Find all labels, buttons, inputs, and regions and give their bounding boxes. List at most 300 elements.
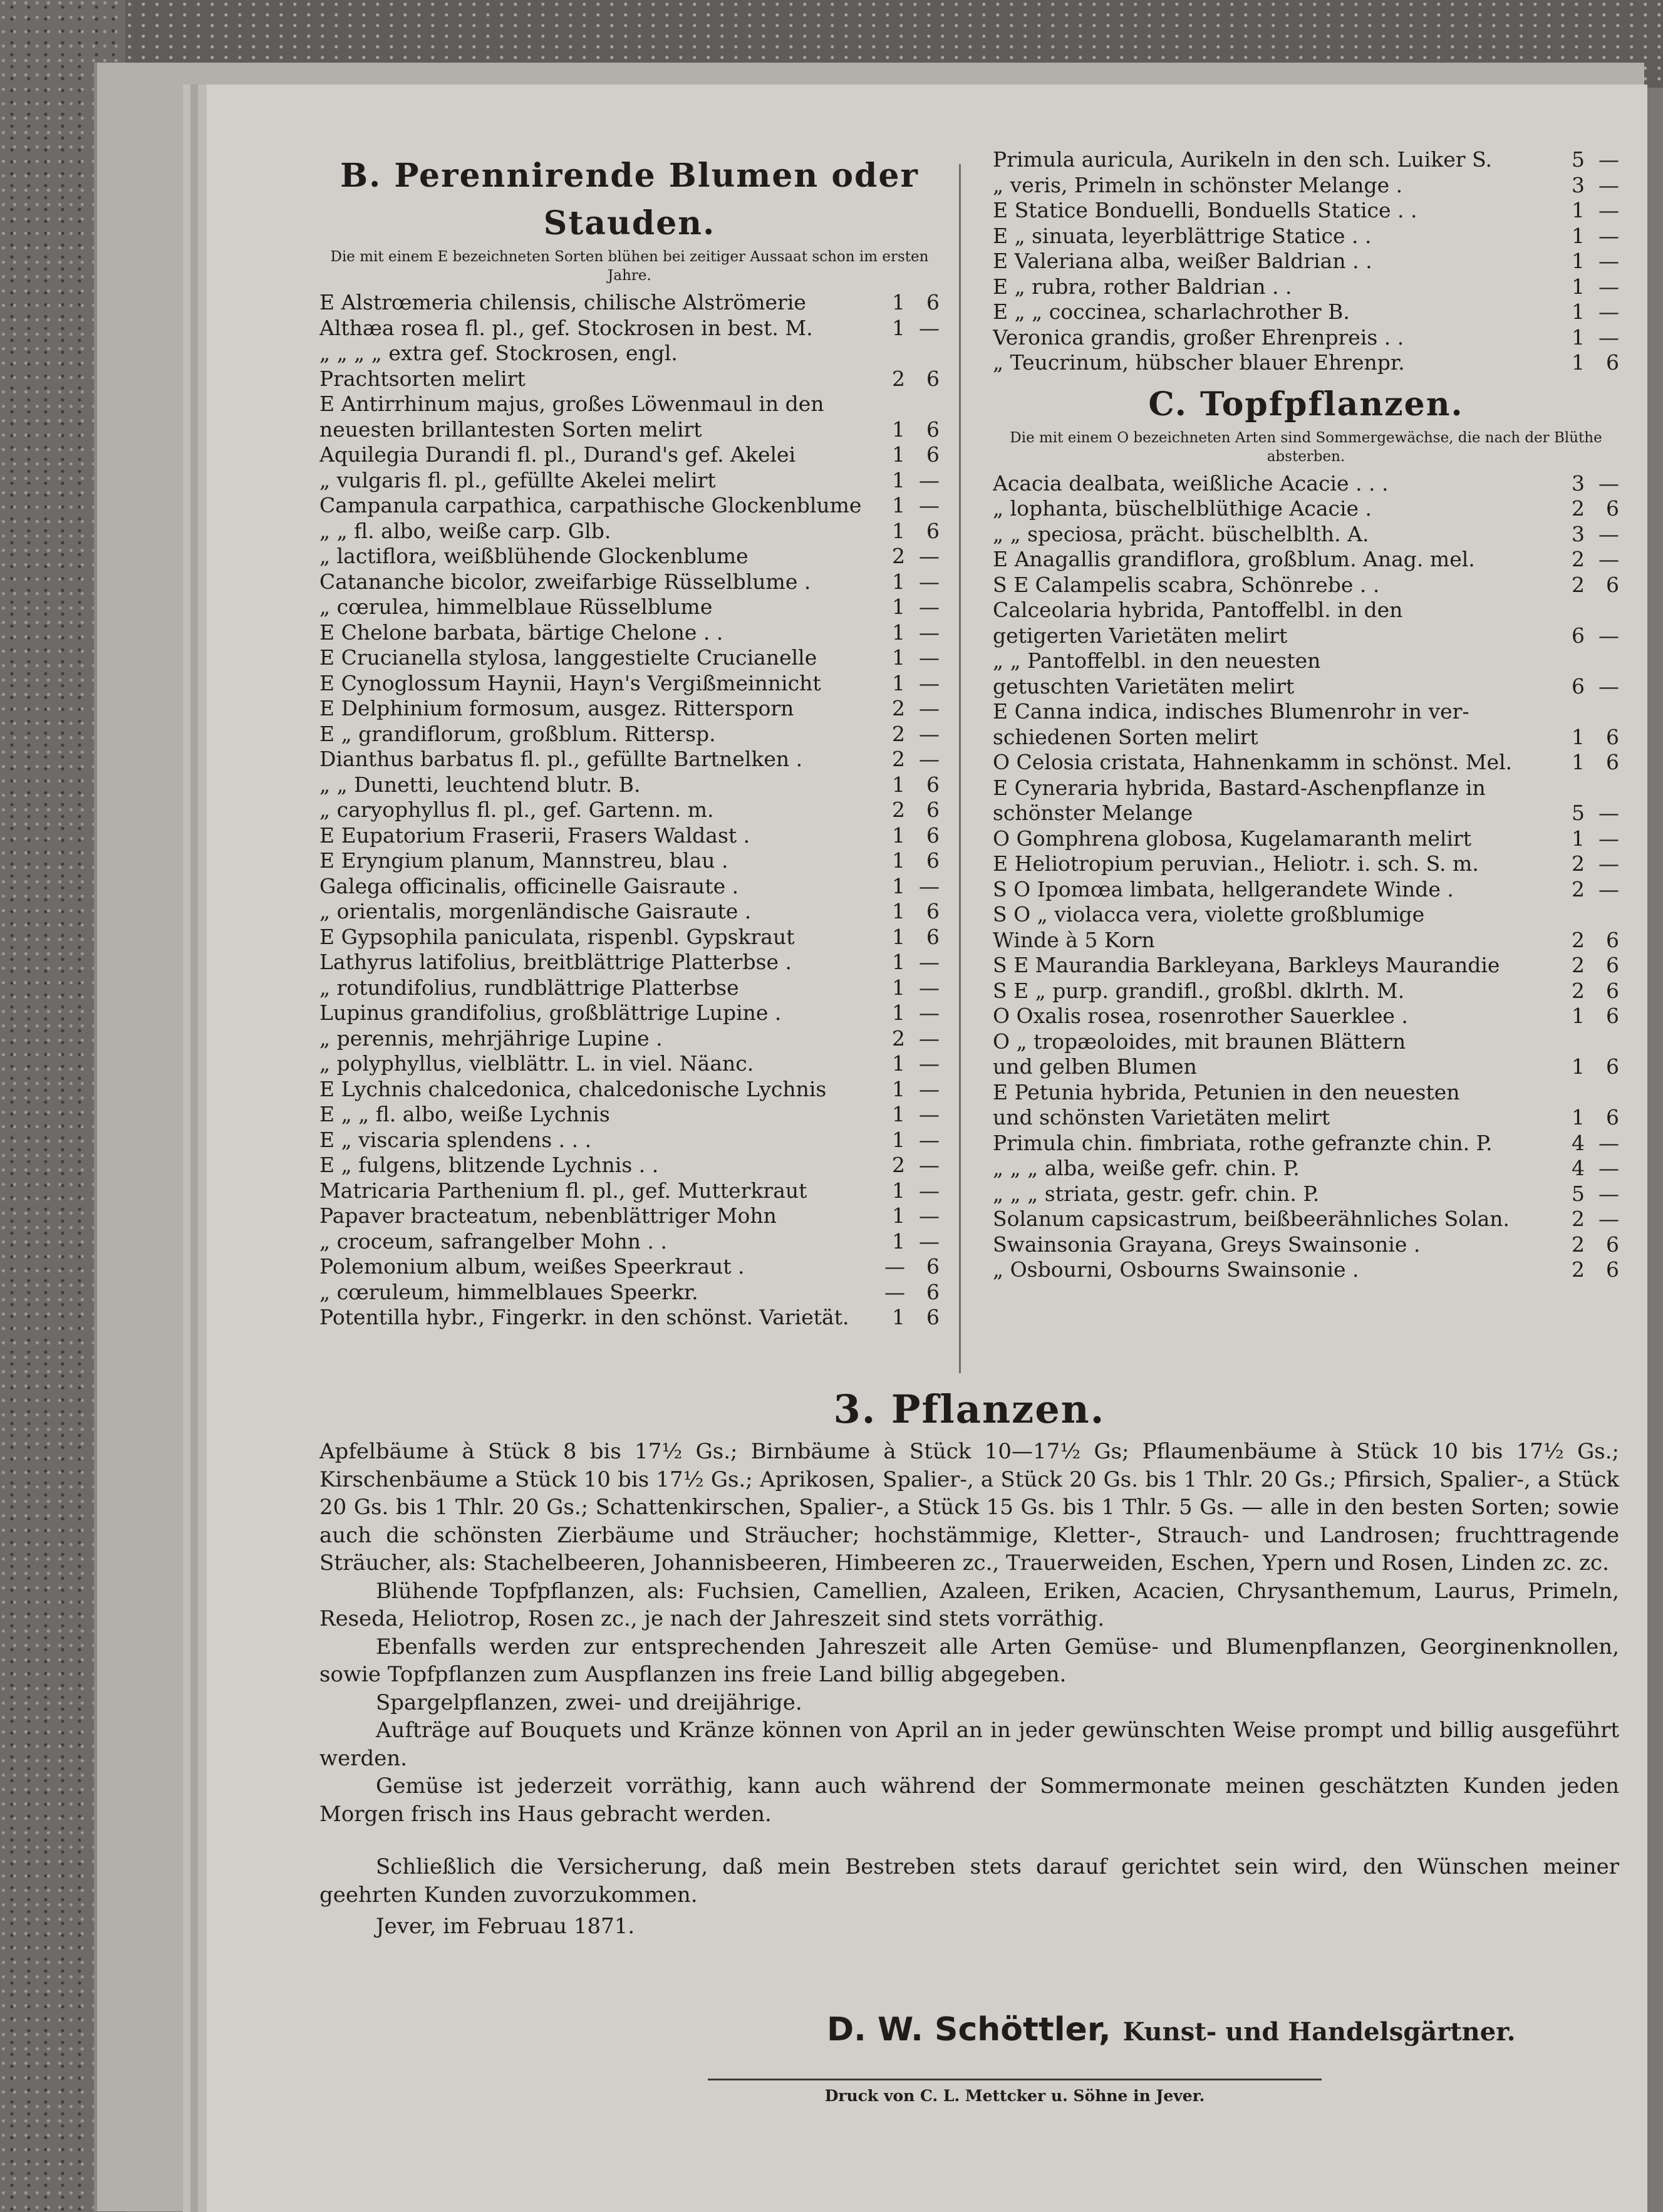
price-pfennig: —	[919, 315, 940, 340]
price-list-row	[993, 750, 1619, 776]
price-groschen: 1	[892, 873, 905, 898]
plant-name: O „ tropæoloides, mit braunen Blättern	[993, 1029, 1406, 1054]
price-list-row	[993, 325, 1619, 351]
price-groschen: 1	[892, 823, 905, 848]
price-pfennig: 6	[926, 1279, 940, 1304]
price-pfennig: 6	[1606, 1257, 1619, 1282]
plant-name: und gelben Blumen	[993, 1054, 1197, 1079]
price-pfennig: 6	[1606, 978, 1619, 1003]
plant-name: S O Ipomœa limbata, hellgerandete Winde .	[993, 876, 1454, 901]
price-groschen: 1	[892, 1178, 905, 1203]
price-pfennig: —	[919, 721, 940, 746]
price-list-row	[993, 547, 1619, 573]
paragraph-bouquets: Aufträge auf Bouquets und Kränze können von April an in jeder gewünschten Weise prompt und billig ausgeführt werden.	[319, 1718, 1619, 1771]
price-list-row	[993, 471, 1619, 497]
price-pfennig: 6	[926, 772, 940, 797]
price-groschen: 1	[892, 1000, 905, 1025]
price-list-row	[993, 902, 1619, 928]
plant-name: Campanula carpathica, carpathische Glockenblume	[319, 493, 862, 517]
price-pfennig: —	[1598, 876, 1619, 901]
paragraph-closing: Schließlich die Versicherung, daß mein Bestreben stets darauf gerichtet sein wird, den Wünschen meiner geehrten Kunden zuvorzukommen.	[319, 1854, 1619, 1908]
plant-name: Lupinus grandifolius, großblättrige Lupine .	[319, 1000, 782, 1025]
section-3	[319, 1381, 1619, 1941]
plant-name: „ cœrulea, himmelblaue Rüsselblume	[319, 595, 713, 619]
plant-name: E Statice Bonduelli, Bonduells Statice . .	[993, 198, 1417, 222]
price-pfennig: 6	[926, 518, 940, 543]
price-list-row	[993, 249, 1619, 274]
plant-name: „ „ Dunetti, leuchtend blutr. B.	[319, 772, 641, 797]
price-pfennig: 6	[1606, 724, 1619, 749]
price-pfennig: —	[919, 467, 940, 492]
price-pfennig: —	[919, 1000, 940, 1025]
plant-name: neuesten brillantesten Sorten melirt	[319, 417, 702, 442]
price-pfennig: —	[919, 645, 940, 670]
price-list-row	[319, 493, 940, 519]
plant-name: „ lophanta, büschelblüthige Acacie .	[993, 496, 1372, 521]
price-pfennig: —	[1598, 325, 1619, 350]
section-c-note: Die mit einem O bezeichneten Arten sind Sommergewächse, die nach der Blüthe absterben.	[1010, 429, 1602, 465]
signature	[827, 2011, 1516, 2048]
imprint-rule	[708, 2079, 1322, 2080]
price-groschen: 1	[892, 1076, 905, 1101]
plant-name: „ „ speciosa, prächt. büschelblth. A.	[993, 521, 1369, 546]
price-pfennig: 6	[1606, 1232, 1619, 1257]
plant-name: E Alstrœmeria chilensis, chilische Alströmerie	[319, 290, 806, 314]
price-list-row	[993, 1207, 1619, 1232]
price-groschen: 2	[1572, 496, 1585, 521]
price-groschen: 2	[1572, 572, 1585, 597]
price-groschen: 2	[892, 747, 905, 771]
column-divider	[959, 164, 961, 1373]
price-groschen: 1	[1572, 826, 1585, 851]
plant-name: E Eupatorium Fraserii, Frasers Waldast .	[319, 823, 750, 848]
plant-name: E „ grandiflorum, großblum. Rittersp.	[319, 721, 716, 746]
price-groschen: 5	[1572, 801, 1585, 825]
section-3-title: 3. Pflanzen.	[833, 1386, 1106, 1432]
price-list-row	[319, 645, 940, 671]
plant-name: „ caryophyllus fl. pl., gef. Gartenn. m.	[319, 797, 714, 822]
plant-name: E „ sinuata, leyerblättrige Statice . .	[993, 223, 1372, 248]
price-list-row	[319, 1000, 940, 1026]
price-groschen: 1	[892, 950, 905, 974]
price-list-row	[993, 776, 1619, 801]
price-list-row	[319, 519, 940, 544]
price-groschen: 1	[1572, 350, 1585, 375]
price-pfennig: —	[919, 493, 940, 517]
price-groschen: 2	[892, 696, 905, 720]
price-groschen: 2	[1572, 1232, 1585, 1257]
plant-name: E Cynoglossum Haynii, Hayn's Vergißmeinnicht	[319, 670, 821, 695]
plant-name: E Delphinium formosum, ausgez. Rittersporn	[319, 696, 794, 720]
paragraph-pot-plants: Blühende Topfpflanzen, als: Fuchsien, Camellien, Azaleen, Eriken, Acacien, Chrysanthemum, Laurus, Primeln, Reseda, Heliotrop, Rosen zc., je nach der Jahreszeit sind stets vorräthig.	[319, 1578, 1619, 1631]
paragraph-vegetables: Gemüse ist jederzeit vorräthig, kann auch während der Sommermonate meinen geschätzten Kunden jeden Morgen frisch ins Haus gebracht werden.	[319, 1773, 1619, 1827]
plant-name: „ „ Pantoffelbl. in den neuesten	[993, 648, 1321, 673]
price-pfennig: —	[1598, 299, 1619, 324]
price-list-row	[319, 1305, 940, 1331]
plant-name: S E Calampelis scabra, Schönrebe . .	[993, 572, 1380, 597]
price-list-row	[993, 674, 1619, 700]
price-pfennig: —	[1598, 1130, 1619, 1155]
price-groschen: 1	[892, 1051, 905, 1076]
plant-name: getuschten Varietäten melirt	[993, 673, 1295, 698]
price-list-row	[319, 722, 940, 747]
price-pfennig: 6	[1606, 927, 1619, 952]
plant-name: Catananche bicolor, zweifarbige Rüsselblume .	[319, 569, 811, 594]
price-list-row	[319, 1178, 940, 1204]
price-groschen: 1	[1572, 249, 1585, 273]
price-pfennig: —	[1598, 198, 1619, 222]
price-pfennig: 6	[1606, 350, 1619, 375]
price-groschen: 5	[1572, 1181, 1585, 1206]
price-pfennig: —	[919, 1076, 940, 1101]
price-pfennig: —	[1598, 521, 1619, 546]
price-pfennig: —	[1598, 826, 1619, 851]
plant-name: Primula auricula, Aurikeln in den sch. Luiker S.	[993, 147, 1493, 172]
price-list-row	[993, 1156, 1619, 1181]
price-list-row	[319, 848, 940, 874]
signature-name: D. W. Schöttler,	[827, 2011, 1111, 2048]
price-list-row	[993, 299, 1619, 325]
price-pfennig: 6	[926, 1254, 940, 1279]
price-groschen: 1	[1572, 198, 1585, 222]
price-groschen: 2	[1572, 851, 1585, 876]
price-groschen: 2	[1572, 547, 1585, 571]
price-pfennig: —	[1598, 623, 1619, 648]
price-pfennig: —	[919, 975, 940, 1000]
plant-name: E Gypsophila paniculata, rispenbl. Gypskraut	[319, 924, 795, 949]
price-list-row	[993, 522, 1619, 548]
plant-name: E Anagallis grandiflora, großblum. Anag. mel.	[993, 547, 1475, 571]
plant-name: E Antirrhinum majus, großes Löwenmaul in den	[319, 392, 824, 416]
price-groschen: 1	[1572, 223, 1585, 248]
price-list-row	[319, 671, 940, 697]
price-groschen: 1	[892, 670, 905, 695]
price-list-row	[993, 1232, 1619, 1258]
plant-name: Swainsonia Grayana, Greys Swainsonie .	[993, 1232, 1421, 1257]
price-list-row	[993, 826, 1619, 852]
plant-name: Potentilla hybr., Fingerkr. in den schönst. Varietät.	[319, 1305, 849, 1329]
price-list-row	[319, 1077, 940, 1103]
price-groschen: 1	[892, 899, 905, 923]
price-list-row	[319, 899, 940, 925]
plant-name: S E „ purp. grandifl., großbl. dklrth. M.	[993, 978, 1405, 1003]
price-pfennig: —	[1598, 851, 1619, 876]
price-pfennig: —	[919, 1203, 940, 1228]
price-pfennig: 6	[926, 899, 940, 923]
price-pfennig: 6	[926, 848, 940, 873]
price-pfennig: —	[919, 696, 940, 720]
price-pfennig: —	[1598, 249, 1619, 273]
price-pfennig: —	[919, 873, 940, 898]
price-groschen: 2	[892, 544, 905, 568]
price-list-row	[993, 274, 1619, 300]
price-groschen: 1	[892, 417, 905, 442]
price-groschen: 1	[1572, 750, 1585, 774]
price-groschen: 1	[892, 290, 905, 314]
price-list-row	[319, 1128, 940, 1153]
price-pfennig: 6	[926, 442, 940, 467]
price-list-row	[993, 1181, 1619, 1207]
price-list-row	[319, 696, 940, 722]
price-list-row	[319, 442, 940, 468]
price-list-row	[319, 341, 940, 366]
price-list-row	[993, 979, 1619, 1004]
plant-name: Prachtsorten melirt	[319, 366, 526, 391]
price-list-row	[319, 392, 940, 417]
price-pfennig: —	[919, 1127, 940, 1152]
plant-name: „ Osbourni, Osbourns Swainsonie .	[993, 1257, 1359, 1282]
price-groschen: 1	[892, 1305, 905, 1329]
price-list-row	[993, 648, 1619, 674]
price-groschen: 1	[892, 1228, 905, 1254]
price-list-row	[319, 316, 940, 341]
price-list-row	[993, 1054, 1619, 1080]
price-list-row	[319, 797, 940, 823]
plant-name: „ Teucrinum, hübscher blauer Ehrenpr.	[993, 350, 1405, 375]
price-list-row	[993, 877, 1619, 903]
plant-name: „ polyphyllus, vielblättr. L. in viel. Näanc.	[319, 1051, 754, 1076]
price-list-row	[993, 623, 1619, 649]
plant-name: Solanum capsicastrum, beißbeerähnliches Solan.	[993, 1207, 1510, 1231]
price-groschen: —	[884, 1279, 905, 1304]
price-groschen: 2	[1572, 927, 1585, 952]
plant-name: „ perennis, mehrjährige Lupine .	[319, 1026, 663, 1051]
price-pfennig: 6	[926, 417, 940, 442]
plant-name: „ vulgaris fl. pl., gefüllte Akelei melirt	[319, 467, 716, 492]
plant-name: E Petunia hybrida, Petunien in den neuesten	[993, 1079, 1460, 1104]
price-pfennig: —	[1598, 1156, 1619, 1180]
price-pfennig: —	[919, 1178, 940, 1203]
price-list-row	[993, 928, 1619, 953]
price-list-row	[319, 417, 940, 443]
price-groschen: 1	[1572, 1105, 1585, 1129]
price-pfennig: —	[919, 1051, 940, 1076]
price-list-row	[319, 1203, 940, 1229]
price-pfennig: —	[919, 569, 940, 594]
price-groschen: 3	[1572, 470, 1585, 496]
price-list-row	[319, 290, 940, 316]
price-pfennig: 6	[926, 823, 940, 848]
price-list-row	[319, 468, 940, 494]
price-pfennig: 6	[1606, 1004, 1619, 1028]
plant-name: „ veris, Primeln in schönster Melange .	[993, 172, 1403, 197]
plant-name: E „ fulgens, blitzende Lychnis . .	[319, 1153, 659, 1177]
price-groschen: 1	[892, 1127, 905, 1152]
price-list-row	[993, 1257, 1619, 1283]
price-pfennig: —	[919, 1102, 940, 1126]
section-c-list	[993, 471, 1619, 1283]
price-groschen: 1	[892, 493, 905, 517]
plant-name: Althæa rosea fl. pl., gef. Stockrosen in best. M.	[319, 315, 813, 340]
price-pfennig: 6	[1606, 496, 1619, 521]
price-groschen: 2	[1572, 1207, 1585, 1231]
price-groschen: 1	[892, 975, 905, 1000]
price-pfennig: 6	[1606, 1105, 1619, 1129]
plant-name: E „ „ fl. albo, weiße Lychnis	[319, 1102, 610, 1126]
price-list-row	[319, 747, 940, 772]
price-pfennig: —	[1598, 673, 1619, 698]
plant-name: S O „ violacca vera, violette großblumige	[993, 902, 1425, 927]
plant-name: „ „ „ striata, gestr. gefr. chin. P.	[993, 1181, 1320, 1206]
price-list-row	[993, 801, 1619, 826]
price-groschen: 2	[892, 1153, 905, 1177]
price-pfennig: 6	[1606, 750, 1619, 774]
price-list-row	[993, 1029, 1619, 1055]
plant-name: schiedenen Sorten melirt	[993, 724, 1258, 749]
price-list-row	[319, 595, 940, 620]
plant-name: O Oxalis rosea, rosenrother Sauerklee .	[993, 1004, 1408, 1028]
price-pfennig: 6	[926, 797, 940, 822]
plant-name: Matricaria Parthenium fl. pl., gef. Mutterkraut	[319, 1178, 807, 1203]
plant-name: Winde à 5 Korn	[993, 927, 1155, 952]
price-list-row	[993, 1004, 1619, 1029]
price-groschen: 1	[892, 620, 905, 645]
price-groschen: 1	[892, 442, 905, 467]
plant-name: S E Maurandia Barkleyana, Barkleys Maurandie	[993, 953, 1500, 977]
price-groschen: 4	[1572, 1156, 1585, 1180]
plant-name: E „ rubra, rother Baldrian . .	[993, 274, 1292, 299]
price-list-row	[319, 874, 940, 900]
price-pfennig: —	[919, 620, 940, 645]
plant-name: Aquilegia Durandi fl. pl., Durand's gef. Akelei	[319, 442, 796, 467]
price-groschen: 6	[1572, 623, 1585, 648]
plant-name: und schönsten Varietäten melirt	[993, 1105, 1330, 1129]
price-groschen: 1	[892, 645, 905, 670]
plant-name: „ lactiflora, weißblühende Glockenblume	[319, 544, 749, 568]
price-groschen: 1	[1572, 325, 1585, 350]
price-list-row	[993, 953, 1619, 979]
price-groschen: 1	[892, 1102, 905, 1126]
price-groschen: 1	[892, 518, 905, 543]
plant-name: „ rotundifolius, rundblättrige Platterbse	[319, 975, 739, 1000]
price-pfennig: —	[1598, 1181, 1619, 1206]
price-pfennig: —	[1598, 1207, 1619, 1231]
price-list-row	[319, 620, 940, 646]
plant-name: Dianthus barbatus fl. pl., gefüllte Bartnelken .	[319, 747, 803, 771]
price-list-row	[319, 925, 940, 950]
plant-name: E „ „ coccinea, scharlachrother B.	[993, 299, 1350, 324]
right-column	[993, 147, 1619, 1283]
price-groschen: —	[884, 1254, 905, 1279]
price-groschen: 1	[1572, 299, 1585, 324]
plant-name: „ croceum, safrangelber Mohn . .	[319, 1228, 668, 1254]
price-groschen: 6	[1572, 673, 1585, 698]
price-list-row	[993, 725, 1619, 750]
price-list-row	[319, 569, 940, 595]
price-groschen: 1	[892, 595, 905, 619]
price-list-row	[993, 1105, 1619, 1131]
price-list-row	[319, 1229, 940, 1255]
price-groschen: 1	[892, 315, 905, 340]
price-list-row	[319, 366, 940, 392]
price-list-row	[993, 350, 1619, 376]
plant-name: E Valeriana alba, weißer Baldrian . .	[993, 249, 1372, 273]
price-groschen: 2	[892, 1026, 905, 1051]
signature-trade: Kunst- und Handelsgärtner.	[1122, 2017, 1516, 2047]
plant-name: „ „ „ „ extra gef. Stockrosen, engl.	[319, 341, 678, 365]
price-list-row	[993, 1080, 1619, 1106]
place-date: Jever, im Februau 1871.	[376, 1914, 635, 1939]
price-list-row	[993, 147, 1619, 173]
price-list-row	[319, 823, 940, 849]
plant-name: „ orientalis, morgenländische Gaisraute .	[319, 899, 752, 923]
price-pfennig: 6	[926, 366, 940, 391]
price-pfennig: —	[1598, 274, 1619, 299]
price-list-row	[319, 950, 940, 975]
price-pfennig: —	[919, 950, 940, 974]
price-pfennig: —	[1598, 547, 1619, 571]
price-groschen: 1	[1572, 1054, 1585, 1079]
plant-name: Galega officinalis, officinelle Gaisraute .	[319, 873, 739, 898]
price-groschen: 2	[892, 721, 905, 746]
section-b-continued-list	[993, 147, 1619, 376]
plant-name: E Cyneraria hybrida, Bastard-Aschenpflanze in	[993, 775, 1486, 800]
price-pfennig: 6	[926, 1305, 940, 1329]
left-column	[319, 147, 940, 1331]
price-groschen: 1	[1572, 724, 1585, 749]
plant-name: E Chelone barbata, bärtige Chelone . .	[319, 620, 723, 645]
price-list-row	[993, 496, 1619, 522]
plant-name: Calceolaria hybrida, Pantoffelbl. in den	[993, 598, 1403, 622]
price-groschen: 2	[1572, 876, 1585, 901]
price-groschen: 2	[892, 797, 905, 822]
price-groschen: 2	[1572, 1257, 1585, 1282]
price-list-row	[319, 1254, 940, 1280]
price-list-row	[993, 598, 1619, 623]
price-list-row	[319, 1153, 940, 1178]
plant-name: „ „ „ alba, weiße gefr. chin. P.	[993, 1156, 1300, 1180]
price-pfennig: —	[919, 747, 940, 771]
plant-name: schönster Melange	[993, 801, 1193, 825]
price-pfennig: —	[919, 670, 940, 695]
plant-name: O Celosia cristata, Hahnenkamm in schönst. Mel.	[993, 750, 1513, 774]
price-pfennig: 6	[1606, 572, 1619, 597]
price-list-row	[319, 772, 940, 798]
plant-name: Primula chin. fimbriata, rothe gefranzte chin. P.	[993, 1130, 1493, 1155]
price-groschen: 1	[1572, 274, 1585, 299]
price-list-row	[993, 224, 1619, 249]
plant-name: E Crucianella stylosa, langgestielte Crucianelle	[319, 645, 817, 670]
plant-name: „ cœruleum, himmelblaues Speerkr.	[319, 1279, 698, 1304]
price-pfennig: —	[1598, 172, 1619, 197]
price-pfennig: —	[919, 595, 940, 619]
section-b-list	[319, 290, 940, 1331]
printer-imprint: Druck von C. L. Mettcker u. Söhne in Jever.	[824, 2087, 1205, 2105]
price-groschen: 2	[1572, 953, 1585, 977]
price-pfennig: —	[919, 1026, 940, 1051]
price-list-row	[319, 1026, 940, 1052]
plant-name: E Heliotropium peruvian., Heliotr. i. sch. S. m.	[993, 851, 1479, 876]
price-pfennig: —	[919, 1153, 940, 1177]
price-list-row	[993, 851, 1619, 877]
price-pfennig: —	[919, 1228, 940, 1254]
plant-name: E Canna indica, indisches Blumenrohr in ver-	[993, 699, 1469, 724]
price-groschen: 3	[1572, 521, 1585, 546]
price-pfennig: 6	[1606, 953, 1619, 977]
paragraph-seasonal: Ebenfalls werden zur entsprechenden Jahreszeit alle Arten Gemüse- und Blumenpflanzen, Georginenknollen, sowie Topfpflanzen zum Auspflanzen ins freie Land billig abgegeben.	[319, 1634, 1619, 1687]
price-pfennig: 6	[926, 924, 940, 949]
price-pfennig: —	[1598, 801, 1619, 825]
section-b-note: Die mit einem E bezeichneten Sorten blühen bei zeitiger Aussaat schon im ersten Jahre.	[330, 249, 929, 284]
price-groschen: 5	[1572, 147, 1585, 172]
price-pfennig: —	[1598, 223, 1619, 248]
price-pfennig: 6	[1606, 1054, 1619, 1079]
price-groschen: 4	[1572, 1130, 1585, 1155]
price-list-row	[993, 173, 1619, 199]
plant-name: E Eryngium planum, Mannstreu, blau .	[319, 848, 728, 873]
price-pfennig: —	[1598, 147, 1619, 172]
price-groschen: 2	[1572, 978, 1585, 1003]
